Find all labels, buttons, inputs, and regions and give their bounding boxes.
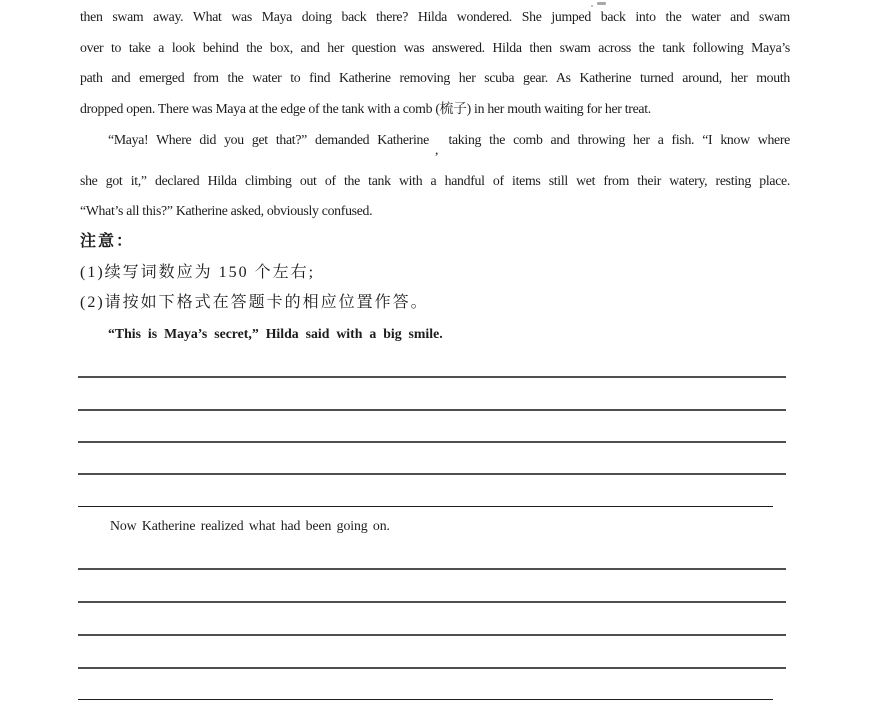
story-line: she got it,” declared Hilda climbing out of the tank with a handful of items still wet from their watery, resting place. [80, 172, 790, 188]
answer-line [78, 346, 786, 378]
continuation-prompt-2: Now Katherine realized what had been going on. [110, 517, 390, 533]
story-line: path and emerged from the water to find Katherine removing her scuba gear. As Katherine turned around, her mouth [80, 70, 790, 86]
answer-line [78, 669, 773, 701]
story-line [80, 125, 790, 156]
answer-lines-block-2 [80, 537, 790, 700]
story-line: “What’s all this?” Katherine asked, obviously confused. [80, 203, 373, 219]
answer-line [78, 378, 786, 410]
answer-line [78, 603, 786, 636]
answer-line [78, 537, 786, 570]
story-line: over to take a look behind the box, and her question was answered. Hilda then swam across the tank following Maya’s [80, 39, 790, 55]
answer-line [78, 411, 786, 443]
notice-item-1: (1)续写词数应为 150 个左右; [80, 263, 316, 281]
continuation-prompt-1: “This is Maya’s secret,” Hilda said with a big smile. [108, 326, 443, 342]
story-text: “Maya! Where did you get that?” demanded Katherine [108, 131, 429, 147]
dropped-comma-artifact: , [434, 141, 439, 157]
answer-line [78, 636, 786, 669]
answer-lines-block-1 [80, 346, 790, 507]
story-line: dropped open. There was Maya at the edge of the tank with a comb (梳子) in her mouth waiting for her treat. [80, 101, 651, 117]
answer-line [78, 443, 786, 475]
answer-line [78, 570, 786, 603]
answer-line [78, 475, 773, 506]
story-text: taking the comb and throwing her a fish. “I know where [448, 131, 790, 147]
notice-item-2: (2)请按如下格式在答题卡的相应位置作答。 [80, 294, 429, 312]
story-line: then swam away. What was Maya doing back there? Hilda wondered. She jumped back into the water and swam [80, 9, 790, 24]
document-content [80, 2, 790, 700]
notice-heading: 注意： [80, 232, 135, 250]
